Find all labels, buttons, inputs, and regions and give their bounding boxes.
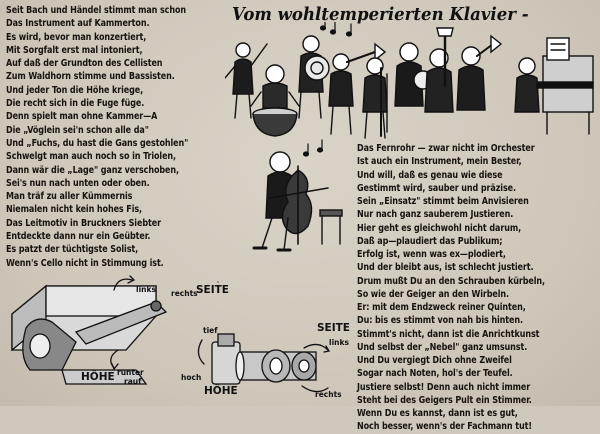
label-hoehe: HÖHE [81,371,115,383]
poem-line: Du: bis es stimmt von nah bis hinten. [357,315,523,327]
poem-line: Das Fernrohr — zwar nicht im Orchester [357,143,535,154]
poem-line: Und „Fuchs, du hast die Gans gestohlen" [6,137,189,149]
poem-line: Daß ap—plaudiert das Publikum; [357,235,503,247]
poem-line: Sogar nach Noten, hol's der Teufel. [357,368,513,380]
music-notes-icon [321,22,352,36]
poem-line: Zum Waldhorn stimme und Bassisten. [6,71,175,83]
poem-line: Das Leitmotiv in Bruckners Siebter [6,217,161,229]
drum-adjuster-mechanism [212,334,316,384]
poem-line: Drum mußt Du an den Schrauben kürbeln, [357,275,546,287]
poem-line: Sei's nun nach unten oder oben. [6,177,150,189]
poem-line: Erfolg ist, wenn was ex—plodiert, [357,249,506,260]
poem-line: Justiere selbst! Denn auch nicht immer [357,381,531,393]
poem-line: Und Du vergiegt Dich ohne Zweifel [357,355,512,366]
poem-line: Und jeder Ton die Höhe kriege, [6,84,144,96]
label-hoehe: HÖHE [204,385,238,397]
arrow-icon [198,340,204,364]
label-links: links [329,338,349,347]
poem-line: Noch besser, wenn's der Fachmann tut! [357,421,532,433]
poem-line: Sein „Einsatz" stimmt beim Anvisieren [357,196,529,207]
poem-line: Die recht sich in die Fuge füge. [6,98,145,110]
conductor-figure [225,43,267,118]
poem-line: Stimmt's nicht, dann ist die Anrichtkunst [357,328,540,340]
timpani-player-figure [251,65,299,136]
label-rauf: rauf [124,377,142,386]
poem-line: Und der bleibt aus, ist schlecht justiert. [357,262,534,274]
label-seite: SEITE [317,322,350,334]
arrow-icon [304,344,328,350]
poem-line: Dann wär die „Lage" ganz verschoben, [6,164,179,176]
poem-line: Nur nach ganz sauberem Justieren. [357,209,514,221]
poem-line: Und will, daß es genau wie diese [357,169,503,181]
label-seite: SEITE [196,284,229,296]
trumpet-player-figure [457,36,501,110]
music-notes-icon [304,140,323,156]
trombone-player-figure [363,58,387,138]
poem-line: Ist auch ein Instrument, mein Bester, [357,156,522,168]
cellist-illustration [236,132,356,258]
poem-line: Die „Vöglein sei'n schon alle da" [6,124,149,136]
poem-line: Entdeckte dann nur ein Geübter. [6,231,151,243]
label-rechts: rechts [315,390,342,399]
page-title: Vom wohltemperierten Klavier - [232,4,529,25]
label-tief: tief [203,326,218,335]
poem-line: Er: mit dem Endzweck reiner Quinten, [357,302,526,313]
poem-line: Hier geht es gleichwohl nicht darum, [357,222,522,234]
label-runter: runter [117,368,144,377]
poem-line: Gestimmt wird, sauber und präzise. [357,182,516,194]
poem-line: Mit Sorgfalt erst mal intoniert, [6,44,143,56]
label-hoch: hoch [181,373,202,382]
tuba-player-figure [299,36,329,118]
poem-line: Es wird, bevor man konzertiert, [6,31,147,43]
poem-line: Das Instrument auf Kammerton. [6,18,150,30]
poem-line: Seit Bach und Händel stimmt man schon [6,5,187,16]
label-rechts: rechts [171,289,198,298]
poem-line: Denn spielt man ohne Kammer—A [6,111,158,123]
label-links: links [136,285,156,294]
piano-figure [515,38,593,134]
bassoon-player-figure [425,28,453,112]
poem-line: Wenn's Cello nicht in Stimmung ist. [6,257,164,269]
poem-line: Niemalen nicht kein hohes Fis, [6,204,143,216]
poem-line: Man träf zu aller Kümmernis [6,191,133,203]
poem-line: So wie der Geiger an den Wirbeln. [357,288,509,300]
poem-line: Wenn Du es kannst, dann ist es gut, [357,408,518,419]
poem-left [6,4,188,270]
orchestra-illustration [225,22,600,140]
poem-line: Und selbst der „Nebel" ganz umsunst. [357,341,528,353]
poem-right [357,142,545,434]
poem-line: Auf daß der Grundton des Cellisten [6,58,163,70]
poem-line: Schwelgt man auch noch so in Triolen, [6,151,177,163]
poem-line: Steht bei des Geigers Pult ein Stimmer. [357,394,532,406]
poem-line: Es patzt der tüchtigste Solist, [6,244,139,256]
